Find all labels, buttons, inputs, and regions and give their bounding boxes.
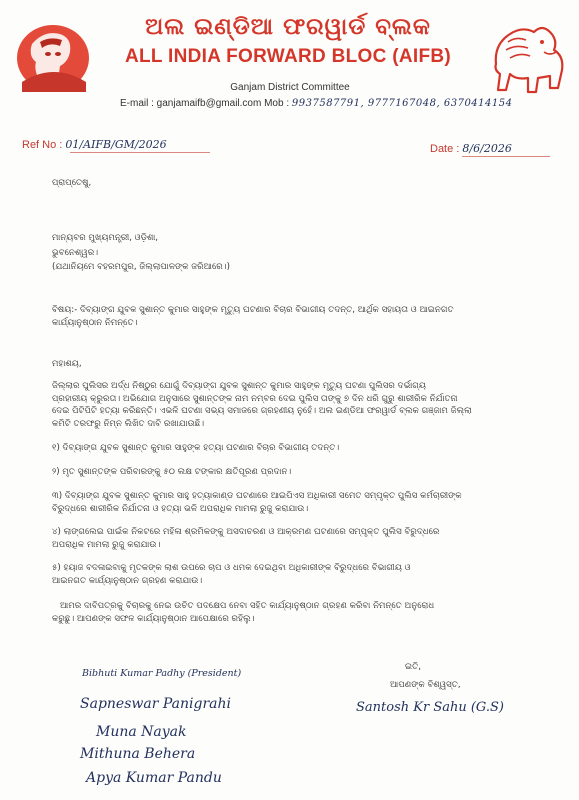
reference-number bbox=[22, 138, 167, 151]
greeting: ମହାଶୟ, bbox=[52, 359, 82, 369]
closing-paragraph bbox=[52, 600, 560, 625]
signature: Muna Nayak bbox=[96, 724, 187, 740]
paragraph-line: ପ୍ରହାରୀୟ କ୍ରୁରତା। ଅଭିଯୋଗ ଅନୁସାରେ ସୁଶାନ୍ତଙ୍କ ନାମ ନମ୍ବର ଦେଇ ପୁଲିସ ତାଙ୍କୁ ୭ ଦିନ ଧରି ଗୁରୁ ଶାରୀରିକ ନିର୍ଯାତନା bbox=[52, 393, 458, 404]
signature: Sapneswar Panigrahi bbox=[80, 696, 231, 712]
subject-line: ବିଷୟ:- ଦିବ୍ୟାଙ୍ଗ ଯୁବକ ସୁଶାନ୍ତ କୁମାର ସାହୁଙ୍କ ମୃତ୍ୟୁ ଘଟଣାର ବିଚାର ବିଭାଗୀୟ ତଦନ୍ତ, ଆର୍ଥିକ ସହାୟତା ଓ ଆଇନଗତ bbox=[52, 305, 454, 315]
ref-underline bbox=[70, 152, 210, 153]
salutation-to: ପ୍ରାପ୍ତେଷୁ, bbox=[52, 178, 92, 188]
subject-block bbox=[52, 304, 552, 329]
demand-line: ୧) ଦିବ୍ୟାଙ୍ଗ ଯୁବକ ସୁଶାନ୍ତ କୁମାର ସାହୁଙ୍କ ହତ୍ୟା ଘଟଣାର ବିଚାର ବିଭାଗୀୟ ତଦନ୍ତ। bbox=[52, 443, 340, 453]
date-label: Date : bbox=[430, 143, 460, 155]
signature: Mithuna Behera bbox=[80, 746, 196, 762]
closing-line: ଆମର ଦାବିପତ୍ରକୁ ବିଚାରକୁ ନେଇ ଉଚିତ ପଦକ୍ଷେପ ନେବା ସହିତ କାର୍ଯ୍ୟାନୁଷ୍ଠାନ ଗ୍ରହଣ କରିବା ନିମନ୍ତେ ଅନୁରୋଧ bbox=[60, 601, 435, 611]
district-committee: Ganjam District Committee bbox=[230, 82, 350, 93]
subject-line: କାର୍ଯ୍ୟାନୁଷ୍ଠାନ ନିମନ୍ତେ। bbox=[52, 317, 138, 328]
demand-line: ବିରୁଦ୍ଧରେ ଶାରୀରିକ ନିର୍ଯାତନା ଓ ହତ୍ୟା ଭଳି ଅପରାଧିକ ମାମଲା ରୁଜୁ କରାଯାଉ। bbox=[52, 503, 309, 514]
leader-portrait-icon bbox=[14, 22, 92, 94]
date-underline bbox=[462, 156, 550, 157]
date-value: 8/6/2026 bbox=[462, 142, 512, 155]
paragraph-line: ଜିଲ୍ଲାର ପୁଲିସର ଅର୍ଦ୍ଧ ନିଷ୍ଠୁର ଯୋଗୁଁ ଦିବ୍ୟାଙ୍ଗ ଯୁବକ ସୁଶାନ୍ତ କୁମାର ସାହୁଙ୍କ ମୃତ୍ୟୁ ଘଟଣା ପୁଲିସର ଦର୍ଭାଗ୍ୟ bbox=[52, 381, 426, 391]
party-name-english: ALL INDIA FORWARD BLOC (AIFB) bbox=[124, 46, 452, 67]
paragraph-line: କମିଟି ତରଫରୁ ନିମ୍ନ ଲିଖିତ ଦାବି ରଖାଯାଉଛି। bbox=[52, 418, 205, 429]
email-text: E-mail : ganjamaifb@gmail.com bbox=[120, 98, 262, 109]
contact-line bbox=[120, 98, 512, 109]
recipient-line: ଭୁବନେଶ୍ୱର। bbox=[52, 247, 99, 258]
signoff-iti: ଇତି, bbox=[405, 662, 422, 672]
demand-line: ଅପରାଧିକ ମାମଲା ରୁଜୁ କରାଯାଉ। bbox=[52, 539, 161, 550]
ref-value: 01/AIFB/GM/2026 bbox=[65, 138, 167, 151]
demand-line: ୫) ହୟାଜ ବଦଳାଇବାକୁ ମୃତକଙ୍କ ଲାଶ ଉପରେ ଚାପ ଓ ଧମକ ଦେଇଥିବା ଅଧିକାରୀଙ୍କ ବିରୁଦ୍ଧରେ ବିଭାଗୀୟ ଓ bbox=[52, 563, 411, 573]
demand-line: ୨) ମୃତ ସୁଶାନ୍ତଙ୍କ ପରିବାରଙ୍କୁ ୫୦ ଲକ୍ଷ ଟଙ୍କାର କ୍ଷତିପୂରଣ ପ୍ରଦାନ। bbox=[52, 467, 292, 477]
mob-label: Mob : bbox=[264, 98, 290, 109]
body-paragraph bbox=[52, 380, 552, 430]
demand-item bbox=[52, 466, 552, 479]
lion-icon bbox=[486, 18, 572, 102]
signer-signature: Santosh Kr Sahu (G.S) bbox=[356, 700, 504, 715]
letter-date bbox=[430, 142, 512, 155]
letterhead bbox=[0, 0, 579, 122]
ref-label: Ref No : bbox=[22, 139, 63, 151]
demand-item bbox=[52, 442, 552, 455]
mob-numbers: 9937587791, 9777167048, 6370414154 bbox=[291, 98, 513, 109]
signoff-yours: ଆପଣଙ୍କ ବିଶ୍ୱସ୍ତ, bbox=[390, 680, 461, 690]
recipient-line: ମାନ୍ୟବର ମୁଖ୍ୟମନ୍ତ୍ରୀ, ଓଡ଼ିଶା, bbox=[52, 233, 159, 243]
paragraph-line: ଦେଇ ପିଟିପିଟି ହତ୍ୟା କରିଛନ୍ତି। ଏଭଳି ଘଟଣା ସଭ୍ୟ ସମାଜରେ ଗ୍ରହଣୀୟ ନୁହେଁ। ଅଲ ଇଣ୍ଡିଆ ଫରୱାର୍ଡ ବ୍ଲକ ଗଞ୍ଜାମ ଜିଲ୍ଲା bbox=[52, 406, 472, 416]
demand-item bbox=[52, 526, 552, 551]
closing-line: କରୁଛୁ। ଆପଣଙ୍କ ସଫଳ କାର୍ଯ୍ୟାନୁଷ୍ଠାନ ଆପେକ୍ଷାରେ ରହିଲୁ। bbox=[52, 613, 255, 624]
recipient-block bbox=[52, 232, 552, 274]
signature: Bibhuti Kumar Padhy (President) bbox=[82, 668, 242, 679]
demand-line: ୪) ଲାଙ୍ଗଲେଇ ପାଇଁକ ନିକଟରେ ମହିଳା ଶ୍ରମିକଙ୍କୁ ଅସଦାଚରଣ ଓ ଆକ୍ରମଣ ଘଟଣାରେ ସମ୍ପୃକ୍ତ ପୁଲିସ ବିରୁଦ୍ଧରେ bbox=[52, 527, 440, 537]
demand-item bbox=[52, 562, 552, 587]
party-name-odia: ଅଲ ଇଣ୍ଡିଆ ଫରୱାର୍ଡ ବ୍ଲକ bbox=[145, 14, 431, 40]
demand-line: ଆଇନଗତ କାର୍ଯ୍ୟାନୁଷ୍ଠାନ ଗ୍ରହଣ କରାଯାଉ। bbox=[52, 575, 203, 586]
demand-item bbox=[52, 490, 552, 515]
demand-line: ୩) ଦିବ୍ୟାଙ୍ଗ ଯୁବକ ସୁଶାନ୍ତ କୁମାର ସାହୁ ହତ୍ୟାକାଣ୍ଡ ଘଟଣାରେ ଆଇପିଏସ ଅଧିକାରୀ ସମେତ ସମ୍ପୃକ୍ତ ପୁଲିସ କର୍ମଚାରୀଙ୍କ bbox=[52, 491, 462, 501]
recipient-line: (ଯଥାନିୟମେ ବହରମପୁର, ଜିଲ୍ଲାପାଳଙ୍କ ଜରିଆରେ।) bbox=[52, 262, 231, 272]
signature: Apya Kumar Pandu bbox=[86, 770, 222, 786]
